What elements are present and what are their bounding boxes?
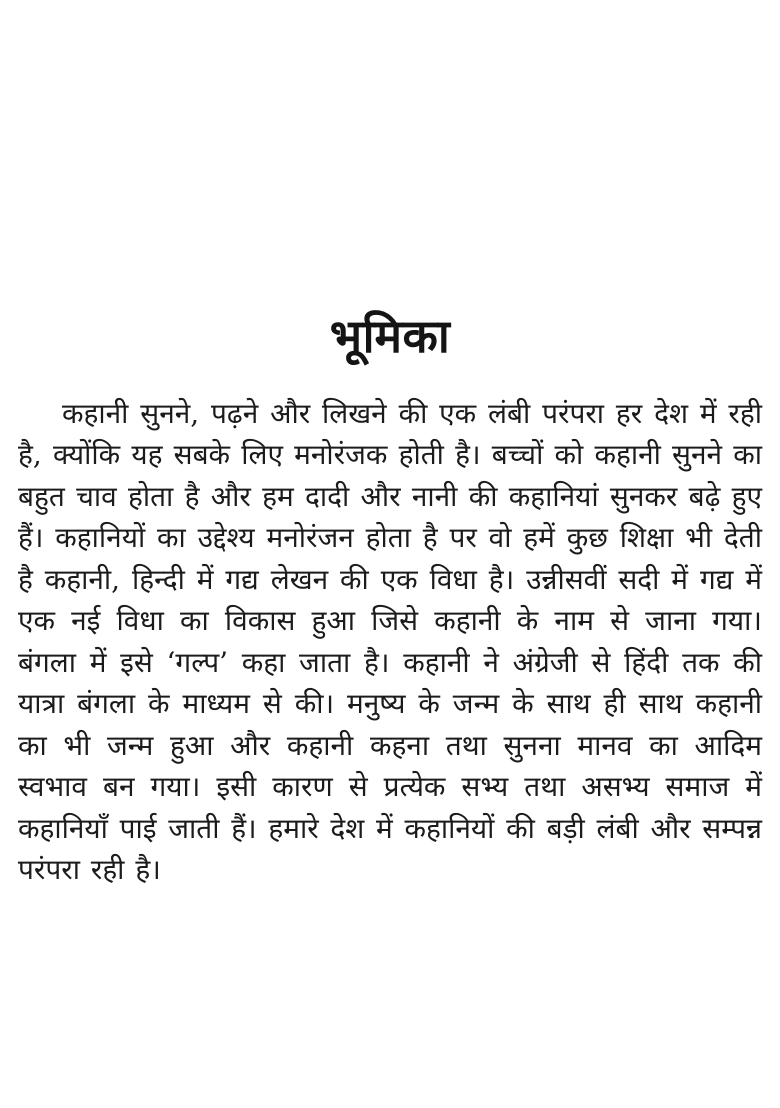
body-paragraph: कहानी सुनने, पढ़ने और लिखने की एक लंबी परंपरा हर देश में रही है, क्योंकि यह सबके लिए मनोरंजक होती है। बच्चों को कहानी सुनने का बहुत चाव होता है और हम दादी और नानी की कहानियां सुनकर बढ़े हुए हैं। कहानियों का उद्देश्य मनोरंजन होता है पर वो हमें कुछ शिक्षा भी देती है कहानी, हिन्दी में गद्य लेखन की एक विधा है। उन्नीसवीं सदी में गद्य में एक नई विधा का विकास हुआ जिसे कहानी के नाम से जाना गया। बंगला में इसे ‘गल्प’ कहा जाता है। कहानी ने अंग्रेजी से हिंदी तक की यात्रा बंगला के माध्यम से की। मनुष्य के जन्म के साथ ही साथ कहानी का भी जन्म हुआ और कहानी कहना तथा सुनना मानव का आदिम स्वभाव बन गया। इसी कारण से प्रत्येक सभ्य तथा असभ्य समाज में कहानियाँ पाई जाती हैं। हमारे देश में कहानियों की बड़ी लंबी और सम्पन्न परंपरा रही है। <box>18 396 762 886</box>
page-title: भूमिका <box>329 309 451 363</box>
